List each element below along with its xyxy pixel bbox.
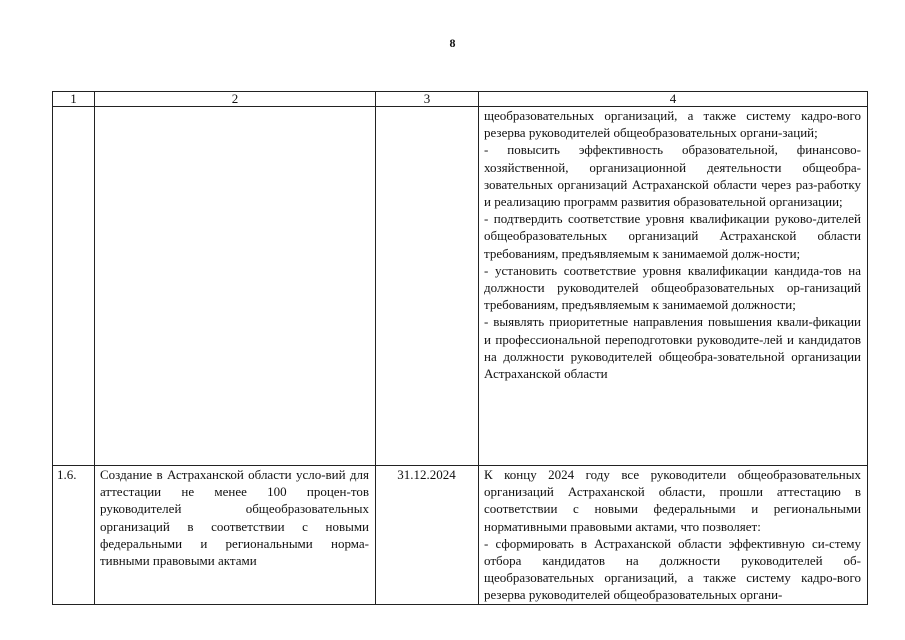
result-paragraph: - повысить эффективность образовательной, финансово-хозяйственной, организационной деятельности общеобра-зовательных организаций Астраханской области через раз-работку и реализацию программ развития образовательной организации; [484, 142, 861, 210]
result-paragraph: К концу 2024 году все руководители общеобразовательных организаций Астраханской области, прошли аттестацию в соответствии с новыми федеральными и региональными нормативными правовыми актами, что позволяет: [484, 467, 861, 534]
table-header-row [53, 92, 868, 107]
result-paragraph: - подтвердить соответствие уровня квалификации руково-дителей общеобразовательных организаций Астраханской области требованиям, предъявляемым к занимаемой долж-ности; [484, 211, 861, 261]
result-paragraph: - выявлять приоритетные направления повышения квали-фикации и профессиональной переподготовки руководите-лей и кандидатов на должности руководителей общеобра-зовательной организации Астраханской области [484, 314, 861, 382]
header-col-1: 1 [53, 92, 95, 107]
result-paragraph: - установить соответствие уровня квалификации кандида-тов на должности руководителей общеобразовательных ор-ганизаций требованиям, предъявляемым к занимаемой должности; [484, 262, 861, 313]
header-col-3: 3 [376, 92, 479, 107]
result-paragraph: - сформировать в Астраханской области эффективную си-стему отбора кандидатов на должности руководителей об-щеобразовательных организаций, а также систему кадро-вого резерва руководителей общеобразовательных органи- [484, 535, 861, 603]
cell-activity: Создание в Астраханской области усло-вий для аттестации не менее 100 процен-тов руководителей общеобразовательных организаций в соответствии с новыми федеральными и региональными норма-тивными правовыми актами [95, 466, 376, 605]
result-paragraph: щеобразовательных организаций, а также систему кадро-вого резерва руководителей общеобразовательных органи-заций; [484, 108, 861, 141]
plan-table [52, 91, 868, 605]
cell-result [479, 466, 868, 605]
page-number: 8 [449, 36, 456, 50]
header-col-4: 4 [479, 92, 868, 107]
table-row [53, 107, 868, 466]
cell-activity [95, 107, 376, 466]
cell-result [479, 107, 868, 466]
cell-number: 1.6. [53, 466, 95, 605]
cell-number [53, 107, 95, 466]
cell-deadline: 31.12.2024 [376, 466, 479, 605]
table-row [53, 466, 868, 605]
cell-deadline [376, 107, 479, 466]
header-col-2: 2 [95, 92, 376, 107]
